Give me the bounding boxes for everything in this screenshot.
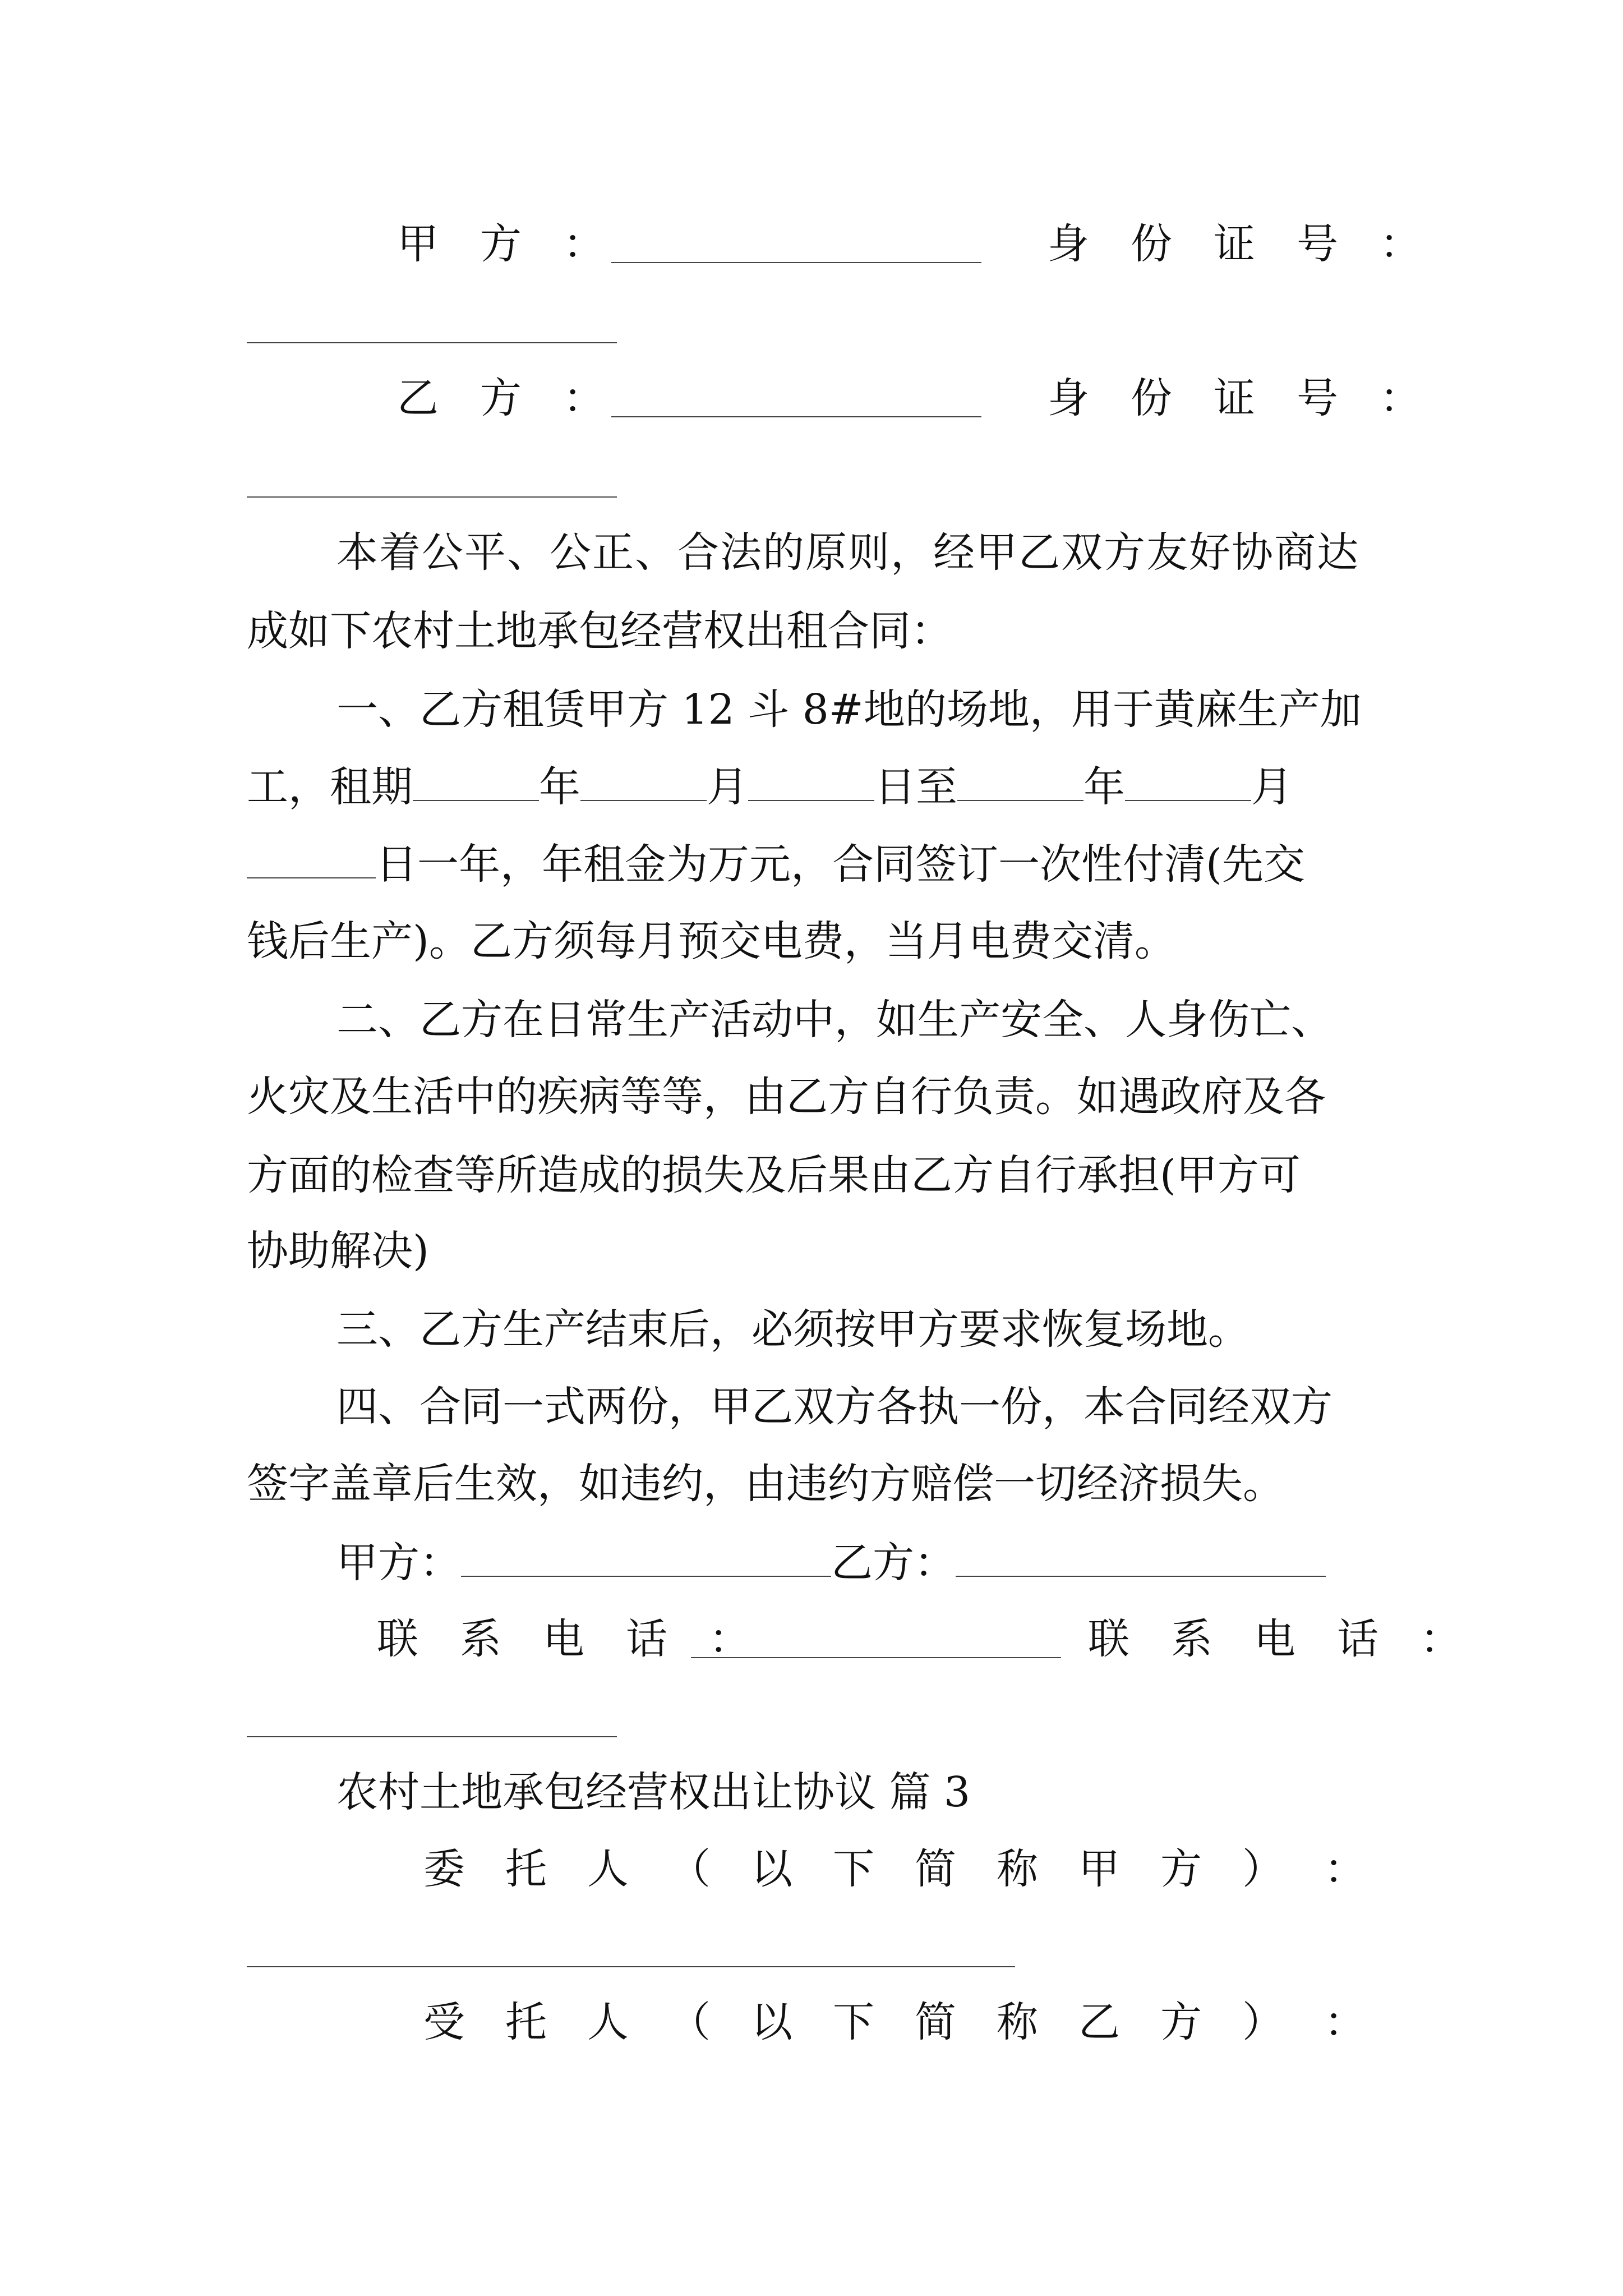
- principal-char: （: [669, 1845, 711, 1893]
- party-a-label: 甲 方 ：: [397, 220, 605, 268]
- id-a-blank[interactable]: [247, 342, 617, 343]
- party-a-blank[interactable]: [611, 262, 981, 263]
- phone-b-label: 联 系 电 话 ：: [1088, 1615, 1461, 1663]
- sign-party-a-label: 甲方：: [336, 1539, 461, 1587]
- end-day-blank[interactable]: [247, 836, 376, 878]
- principal-char: 下: [833, 1845, 874, 1893]
- principal-blank[interactable]: [247, 1966, 1015, 1967]
- agent-char: ：: [1324, 1998, 1366, 2046]
- agent-char: 乙: [1078, 1998, 1120, 2046]
- agent-char: ）: [1242, 1998, 1284, 2046]
- principal-char: 人: [587, 1845, 629, 1893]
- clause-1-line-1: 一、乙方租赁甲方 12 斗 8#地的场地，用于黄麻生产加: [336, 685, 1362, 734]
- principal-line: [423, 1841, 1366, 1897]
- start-year-blank[interactable]: [413, 758, 539, 801]
- clause-2-line-3: 方面的检查等所造成的损失及后果由乙方自行承担(甲方可: [247, 1151, 1301, 1199]
- phone-a-blank[interactable]: [691, 1657, 1061, 1658]
- agent-char: 托: [505, 1998, 547, 2046]
- clause-4-line-2: 签字盖章后生效，如违约，由违约方赔偿一切经济损失。: [247, 1460, 1284, 1508]
- clause-2-line-4: 协助解决): [247, 1227, 429, 1275]
- sign-party-b-blank[interactable]: [956, 1534, 1326, 1577]
- end-year-label: 年: [1083, 763, 1125, 811]
- clause-1-line-4: 钱后生产)。乙方须每月预交电费，当月电费交清。: [247, 917, 1176, 965]
- clause-2-line-2: 火灾及生活中的疾病等等，由乙方自行负责。如遇政府及各: [247, 1073, 1326, 1121]
- agent-char: 下: [833, 1998, 874, 2046]
- end-month-blank[interactable]: [1125, 758, 1251, 801]
- id-b-blank[interactable]: [247, 496, 617, 498]
- start-day-blank[interactable]: [748, 758, 874, 801]
- signature-line: [336, 1534, 1326, 1590]
- principal-char: ：: [1324, 1845, 1366, 1893]
- start-month-blank[interactable]: [580, 758, 707, 801]
- principal-char: 委: [423, 1845, 465, 1893]
- lease-term-label: 工，租期: [247, 763, 413, 811]
- year-label: 年: [539, 763, 580, 811]
- intro-line-1: 本着公平、公正、合法的原则，经甲乙双方友好协商达: [336, 528, 1359, 577]
- principal-char: 称: [997, 1845, 1038, 1893]
- agent-char: 方: [1160, 1998, 1202, 2046]
- month-label: 月: [707, 763, 748, 811]
- phone-b-blank[interactable]: [247, 1736, 617, 1737]
- day-to-label: 日至: [874, 763, 957, 811]
- clause-3-line-1: 三、乙方生产结束后，必须按甲方要求恢复场地。: [336, 1305, 1249, 1354]
- intro-line-2: 成如下农村土地承包经营权出租合同：: [247, 607, 952, 655]
- clause-1-line-2: [247, 758, 1293, 815]
- agent-char: （: [669, 1998, 711, 2046]
- principal-char: ）: [1242, 1845, 1284, 1893]
- section-3-title: 农村土地承包经营权出让协议 篇 3: [336, 1768, 971, 1816]
- agent-char: 人: [587, 1998, 629, 2046]
- agent-char: 以: [751, 1998, 792, 2046]
- principal-char: 托: [505, 1845, 547, 1893]
- sign-party-b-label: 乙方：: [831, 1539, 956, 1587]
- agent-char: 称: [997, 1998, 1038, 2046]
- principal-char: 甲: [1078, 1845, 1120, 1893]
- phone-a-label: 联 系 电 话 ：: [377, 1615, 750, 1663]
- id-b-label: 身 份 证 号 ：: [1048, 374, 1421, 422]
- agent-char: 受: [423, 1998, 465, 2046]
- clause-1-line-3-text: 日一年，年租金为万元，合同签订一次性付清(先交: [376, 840, 1305, 889]
- principal-char: 以: [751, 1845, 792, 1893]
- clause-2-line-1: 二、乙方在日常生产活动中，如生产安全、人身伤亡、: [336, 996, 1332, 1044]
- end-month-label: 月: [1251, 763, 1293, 811]
- party-b-blank[interactable]: [611, 416, 981, 417]
- clause-4-line-1: 四、合同一式两份，甲乙双方各执一份，本合同经双方: [336, 1383, 1332, 1431]
- end-year-blank[interactable]: [957, 758, 1083, 801]
- sign-party-a-blank[interactable]: [461, 1534, 831, 1577]
- principal-char: 简: [915, 1845, 956, 1893]
- clause-1-line-3: [247, 836, 1305, 892]
- id-a-label: 身 份 证 号 ：: [1048, 220, 1421, 268]
- agent-line: [423, 1994, 1366, 2050]
- agent-char: 简: [915, 1998, 956, 2046]
- principal-char: 方: [1160, 1845, 1202, 1893]
- party-b-label: 乙 方 ：: [397, 374, 605, 422]
